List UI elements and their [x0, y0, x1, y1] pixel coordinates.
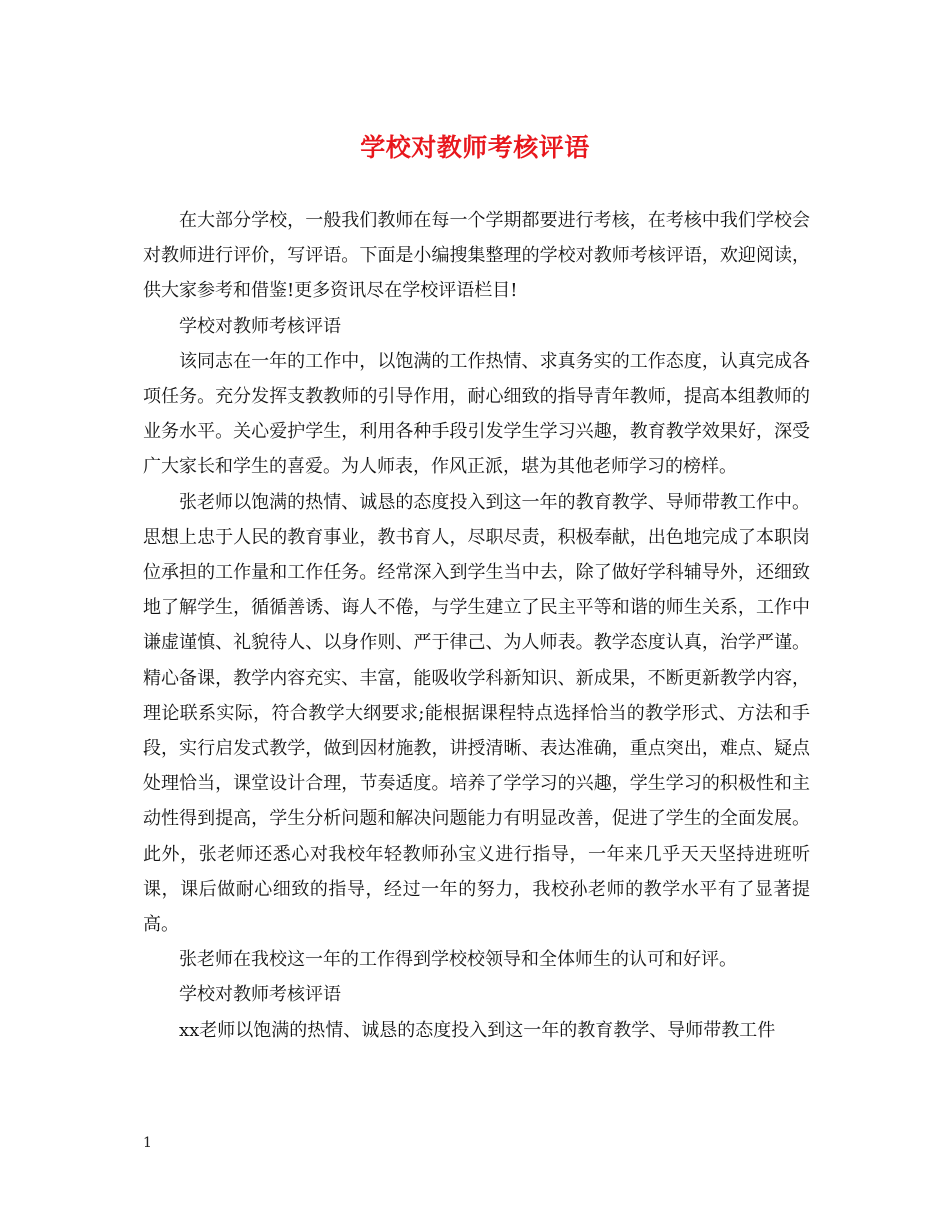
- page-number: 1: [143, 1135, 152, 1151]
- body-paragraph: 该同志在一年的工作中，以饱满的工作热情、求真务实的工作态度，认真完成各项任务。充分发挥支教教师的引导作用，耐心细致的指导青年教师，提高本组教师的业务水平。关心爱护学生，利用各种手段引发学生学习兴趣，教育教学效果好，深受广大家长和学生的喜爱。为人师表，作风正派，堪为其他老师学习的榜样。: [143, 350, 810, 478]
- document-body: [143, 203, 810, 1048]
- section-heading: 学校对教师考核评语: [179, 984, 341, 1006]
- body-paragraph: 张老师以饱满的热情、诚恳的态度投入到这一年的教育教学、导师带教工作中。思想上忠于人民的教育事业，教书育人，尽职尽责，积极奉献，出色地完成了本职岗位承担的工作量和工作任务。经常深入到学生当中去，除了做好学科辅导外，还细致地了解学生，循循善诱、诲人不倦，与学生建立了民主平等和谐的师生关系，工作中谦虚谨慎、礼貌待人、以身作则、严于律己、为人师表。教学态度认真，治学严谨。精心备课，教学内容充实、丰富，能吸收学科新知识、新成果，不断更新教学内容，理论联系实际，符合教学大纲要求;能根据课程特点选择恰当的教学形式、方法和手段，实行启发式教学，做到因材施教，讲授清晰、表达准确，重点突出，难点、疑点处理恰当，课堂设计合理，节奏适度。培养了学学习的兴趣，学生学习的积极性和主动性得到提高，学生分析问题和解决问题能力有明显改善，促进了学生的全面发展。此外，张老师还悉心对我校年轻教师孙宝义进行指导，一年来几乎天天坚持进班听课，课后做耐心细致的指导，经过一年的努力，我校孙老师的教学水平有了显著提高。: [143, 491, 810, 936]
- document-title: 学校对教师考核评语: [360, 133, 590, 162]
- body-paragraph: xx老师以饱满的热情、诚恳的态度投入到这一年的教育教学、导师带教工件: [179, 1019, 776, 1041]
- body-paragraph: 张老师在我校这一年的工作得到学校校领导和全体师生的认可和好评。: [179, 949, 737, 971]
- section-heading: 学校对教师考核评语: [179, 315, 341, 337]
- intro-paragraph: 在大部分学校，一般我们教师在每一个学期都要进行考核，在考核中我们学校会对教师进行评价，写评语。下面是小编搜集整理的学校对教师考核评语，欢迎阅读，供大家参考和借鉴!更多资讯尽在学校评语栏目!: [143, 210, 810, 302]
